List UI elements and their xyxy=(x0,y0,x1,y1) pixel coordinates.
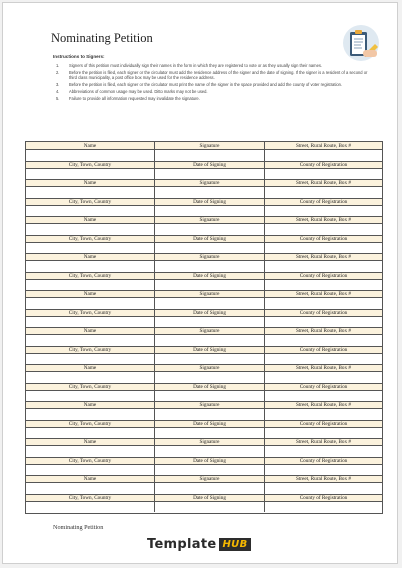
entry-field[interactable] xyxy=(265,280,382,291)
entry-field[interactable] xyxy=(26,317,155,328)
column-label: Street, Rural Route, Box # xyxy=(295,254,352,260)
entry-field[interactable] xyxy=(265,206,382,217)
column-label: Signature xyxy=(155,402,265,408)
entry-field[interactable] xyxy=(155,446,265,457)
table-entry-row xyxy=(26,408,382,420)
column-label: Date of Signing xyxy=(155,199,265,205)
entry-field[interactable] xyxy=(155,428,265,439)
column-label: City, Town, Country xyxy=(26,495,155,501)
column-label: Date of Signing xyxy=(155,310,265,316)
entry-field[interactable] xyxy=(155,187,265,198)
entry-field[interactable] xyxy=(265,391,382,402)
brand-badge: HUB xyxy=(219,538,250,551)
column-label: Date of Signing xyxy=(155,421,265,427)
table-label-row xyxy=(26,346,382,353)
column-label: County of Registration xyxy=(299,235,348,242)
column-label: Signature xyxy=(155,476,265,482)
column-label: County of Registration xyxy=(299,346,348,353)
entry-field[interactable] xyxy=(155,317,265,328)
entry-field[interactable] xyxy=(26,391,155,402)
column-label: Signature xyxy=(155,180,265,186)
table-label-row xyxy=(26,327,382,334)
table-entry-row xyxy=(26,297,382,309)
table-entry-row xyxy=(26,482,382,494)
column-label: Name xyxy=(26,217,155,223)
entry-field[interactable] xyxy=(265,335,382,346)
entry-field[interactable] xyxy=(265,150,382,161)
table-entry-row xyxy=(26,223,382,235)
column-label: City, Town, Country xyxy=(26,310,155,316)
entry-field[interactable] xyxy=(155,280,265,291)
entry-field[interactable] xyxy=(26,243,155,254)
column-label: City, Town, Country xyxy=(26,199,155,205)
entry-field[interactable] xyxy=(265,465,382,476)
entry-field[interactable] xyxy=(155,335,265,346)
entry-field[interactable] xyxy=(265,187,382,198)
entry-field[interactable] xyxy=(265,224,382,235)
table-entry-row xyxy=(26,427,382,439)
brand-logo xyxy=(147,537,251,552)
column-label: Name xyxy=(26,328,155,334)
table-label-row xyxy=(26,438,382,445)
column-label: Date of Signing xyxy=(155,273,265,279)
entry-field[interactable] xyxy=(26,354,155,365)
entry-field[interactable] xyxy=(265,428,382,439)
table-entry-row xyxy=(26,316,382,328)
column-label: Street, Rural Route, Box # xyxy=(295,328,352,334)
instruction-item: 5. Failure to provide all information requested may invalidate the signature. xyxy=(56,96,200,102)
table-entry-row xyxy=(26,371,382,383)
table-label-row xyxy=(26,494,382,501)
column-label: Street, Rural Route, Box # xyxy=(295,476,352,482)
entry-field[interactable] xyxy=(265,317,382,328)
table-label-row xyxy=(26,198,382,205)
column-label: Signature xyxy=(155,142,265,149)
column-label: County of Registration xyxy=(299,494,348,501)
entry-field[interactable] xyxy=(265,298,382,309)
entry-field[interactable] xyxy=(26,502,155,513)
entry-field[interactable] xyxy=(155,465,265,476)
column-label: Signature xyxy=(155,328,265,334)
column-label: Street, Rural Route, Box # xyxy=(295,291,352,297)
column-label: Street, Rural Route, Box # xyxy=(295,217,352,223)
table-entry-row xyxy=(26,390,382,402)
entry-field[interactable] xyxy=(26,409,155,420)
column-label: Date of Signing xyxy=(155,384,265,390)
entry-field[interactable] xyxy=(155,206,265,217)
column-label: City, Town, Country xyxy=(26,162,155,168)
column-label: Signature xyxy=(155,439,265,445)
instruction-item: 2. Before the petition is filed, each signer or the circulator must add the residence address of the signer and the date of signing. If the signer is a resident of a second or third class municipality, a post office box may be used for the residence address. xyxy=(56,69,368,81)
clipboard-pen-icon xyxy=(339,23,383,63)
column-label: Name xyxy=(26,439,155,445)
instruction-item: 3. Before the petition is filed, each signer or the circulator must print the name of the signer in the space provided and add the county of voter registration. xyxy=(56,82,343,88)
instruction-item: 1. Signers of this petition must individually sign their names in the form in which they are registered to vote or as they usually sign their names. xyxy=(56,63,323,68)
table-label-row xyxy=(26,272,382,279)
column-label: Street, Rural Route, Box # xyxy=(295,142,352,149)
entry-field[interactable] xyxy=(265,243,382,254)
table-label-row xyxy=(26,309,382,316)
column-label: Date of Signing xyxy=(155,458,265,464)
entry-field[interactable] xyxy=(155,261,265,272)
entry-field[interactable] xyxy=(26,446,155,457)
column-label: County of Registration xyxy=(299,383,348,390)
table-entry-row xyxy=(26,445,382,457)
table-entry-row xyxy=(26,242,382,254)
table-label-row xyxy=(26,290,382,297)
table-label-row xyxy=(26,457,382,464)
column-label: Street, Rural Route, Box # xyxy=(295,402,352,408)
column-label: City, Town, Country xyxy=(26,347,155,353)
column-label: City, Town, Country xyxy=(26,421,155,427)
entry-field[interactable] xyxy=(155,354,265,365)
column-label: Signature xyxy=(155,217,265,223)
column-label: Street, Rural Route, Box # xyxy=(295,180,352,186)
column-label: Name xyxy=(26,291,155,297)
table-label-row xyxy=(26,179,382,186)
entry-field[interactable] xyxy=(265,409,382,420)
petition-page xyxy=(2,2,398,564)
instruction-item: 4. Abbreviations of common usage may be used. Ditto marks may not be used. xyxy=(56,89,208,95)
column-label: Signature xyxy=(155,254,265,260)
entry-field[interactable] xyxy=(155,224,265,235)
column-label: County of Registration xyxy=(299,309,348,316)
table-entry-row xyxy=(26,501,382,513)
column-label: County of Registration xyxy=(299,198,348,205)
table-entry-row xyxy=(26,279,382,291)
table-label-row xyxy=(26,235,382,242)
column-label: County of Registration xyxy=(299,420,348,427)
table-label-row xyxy=(26,216,382,223)
column-label: Date of Signing xyxy=(155,495,265,501)
entry-field[interactable] xyxy=(265,502,382,513)
entry-field[interactable] xyxy=(26,150,155,161)
table-entry-row xyxy=(26,334,382,346)
instructions-heading: Instructions to Signers: xyxy=(53,54,105,59)
column-label: Street, Rural Route, Box # xyxy=(295,365,352,371)
table-entry-row xyxy=(26,353,382,365)
entry-field[interactable] xyxy=(265,446,382,457)
entry-field[interactable] xyxy=(26,206,155,217)
entry-field[interactable] xyxy=(155,169,265,180)
page-title: Nominating Petition xyxy=(51,31,153,45)
column-label: County of Registration xyxy=(299,272,348,279)
table-label-row xyxy=(26,383,382,390)
column-label: Date of Signing xyxy=(155,347,265,353)
table-entry-row xyxy=(26,149,382,161)
entry-field[interactable] xyxy=(26,483,155,494)
table-label-row xyxy=(26,253,382,260)
table-label-row xyxy=(26,401,382,408)
entry-field[interactable] xyxy=(155,243,265,254)
entry-field[interactable] xyxy=(155,409,265,420)
entry-field[interactable] xyxy=(265,261,382,272)
column-label: Name xyxy=(26,476,155,482)
column-label: Street, Rural Route, Box # xyxy=(295,439,352,445)
brand-name: Template xyxy=(147,537,217,552)
entry-field[interactable] xyxy=(26,280,155,291)
column-label: Name xyxy=(26,254,155,260)
column-label: Signature xyxy=(155,291,265,297)
entry-field[interactable] xyxy=(26,372,155,383)
entry-field[interactable] xyxy=(155,150,265,161)
column-label: County of Registration xyxy=(299,457,348,464)
column-label: City, Town, Country xyxy=(26,236,155,242)
column-label: Signature xyxy=(155,365,265,371)
entry-field[interactable] xyxy=(265,169,382,180)
entry-field[interactable] xyxy=(155,372,265,383)
entry-field[interactable] xyxy=(26,428,155,439)
column-label: Date of Signing xyxy=(155,162,265,168)
entry-field[interactable] xyxy=(26,298,155,309)
table-label-row xyxy=(26,364,382,371)
entry-field[interactable] xyxy=(26,169,155,180)
entry-field[interactable] xyxy=(155,391,265,402)
column-label: County of Registration xyxy=(299,161,348,168)
footer-text: Nominating Petition xyxy=(53,524,104,531)
column-label: Date of Signing xyxy=(155,236,265,242)
entry-field[interactable] xyxy=(26,335,155,346)
table-entry-row xyxy=(26,168,382,180)
table-entry-row xyxy=(26,260,382,272)
column-label: Name xyxy=(26,365,155,371)
entry-field[interactable] xyxy=(265,372,382,383)
entry-field[interactable] xyxy=(26,224,155,235)
instructions-list xyxy=(53,63,373,103)
entry-field[interactable] xyxy=(26,187,155,198)
table-label-row xyxy=(26,475,382,482)
column-label: City, Town, Country xyxy=(26,273,155,279)
entry-field[interactable] xyxy=(26,261,155,272)
entry-field[interactable] xyxy=(265,483,382,494)
entry-field[interactable] xyxy=(265,354,382,365)
table-label-row xyxy=(26,142,382,149)
table-entry-row xyxy=(26,464,382,476)
table-label-row xyxy=(26,161,382,168)
entry-field[interactable] xyxy=(155,298,265,309)
table-entry-row xyxy=(26,186,382,198)
entry-field[interactable] xyxy=(26,465,155,476)
table-label-row xyxy=(26,420,382,427)
signature-table xyxy=(25,141,383,514)
column-label: City, Town, Country xyxy=(26,384,155,390)
column-label: Name xyxy=(26,180,155,186)
column-label: City, Town, Country xyxy=(26,458,155,464)
entry-field[interactable] xyxy=(155,483,265,494)
column-label: Name xyxy=(26,142,155,149)
column-label: Name xyxy=(26,402,155,408)
entry-field[interactable] xyxy=(155,502,265,513)
table-entry-row xyxy=(26,205,382,217)
